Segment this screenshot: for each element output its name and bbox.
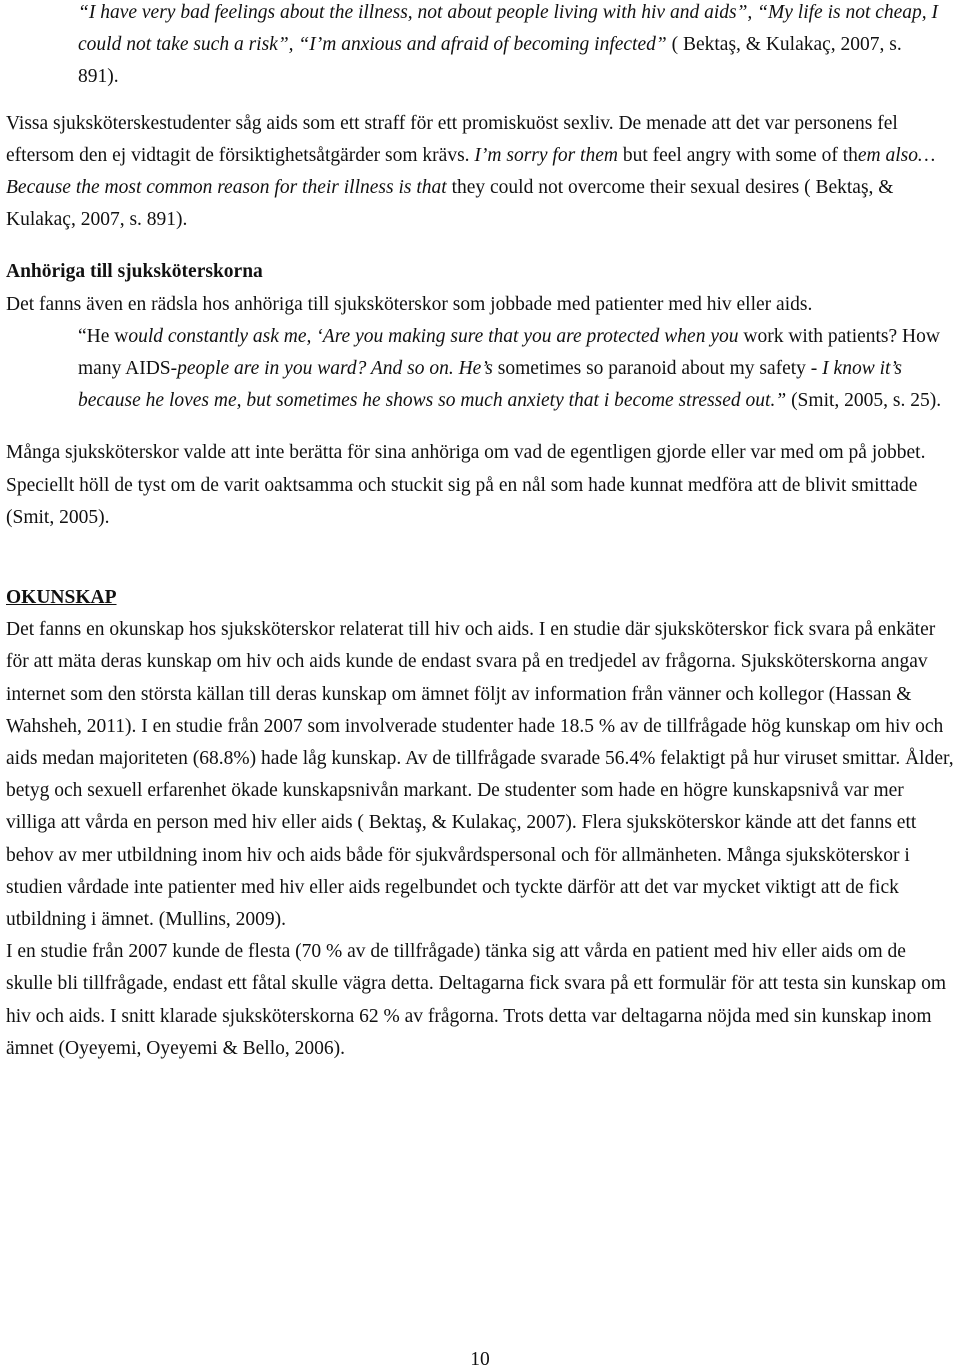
quote-text-upright: “He w	[78, 325, 129, 347]
paragraph-text: Vissa sjuksköterskestudenter såg aids som ett straff för ett promiskuöst sexliv. De menade att det var personens fel eftersom den ej vidtagit de försiktighetsåtgärder som krävs.	[6, 112, 898, 166]
quote-citation: they could not overcome their sexual desires ( Bektaş, & Kulakaç, 2007, s. 891).	[6, 177, 894, 231]
page-number: 10	[470, 1349, 490, 1370]
quote-block	[6, 0, 956, 94]
quote-citation: ( Bektaş, & Kulakaç, 2007, s. 891).	[78, 34, 902, 88]
quote-block	[6, 321, 956, 418]
quote-text: ould constantly ask me, ‘Are you making sure that you are protected when you	[128, 325, 739, 347]
quote-text-upright: but feel angry with some of th	[617, 144, 858, 166]
quote-text-upright: sometimes so paranoid about my safety -	[492, 358, 823, 380]
body-paragraph: Det fanns även en rädsla hos anhöriga till sjuksköterskor som jobbade med patienter med hiv eller aids.	[6, 293, 813, 315]
body-paragraph	[6, 108, 956, 237]
quote-text: em also… Because the most common reason for their illness is that	[6, 144, 936, 199]
body-paragraph: Många sjuksköterskor valde att inte berätta för sina anhöriga om vad de egentligen gjorde eller var med om på jobbet. Speciellt höll de tyst om de varit oaktsamma och stuckit sig på en nål som hade kunnat medföra att de blivit smittade (Smit, 2005).	[6, 442, 926, 528]
quote-text: “I have very bad feelings about the illness, not about people living with hiv and aids”, “My life is not cheap, I could not take such a risk”, “I’m anxious and afraid of becoming infected”	[78, 2, 939, 56]
quote-text: people are in you ward? And so on. He’s	[177, 358, 493, 380]
quote-text: I know it’s because he loves me, but sometimes he shows so much anxiety that i become stressed out.”	[78, 358, 902, 412]
body-paragraph: I en studie från 2007 kunde de flesta (70 % av de tillfrågade) tänka sig att vårda en patient med hiv eller aids om de skulle bli tillfrågade, endast ett fåtal skulle vägra detta. Deltagarna fick svara på ett formulär för att testa sin kunskap om hiv och aids. I snitt klarade sjuksköterskorna 62 % av frågorna. Trots detta var deltagarna nöjda med sin kunskap inom ämnet (Oyeyemi, Oyeyemi & Bello, 2006).	[6, 941, 946, 1059]
quote-text-upright: work with patients? How many AIDS-	[78, 325, 940, 380]
body-paragraph: Det fanns en okunskap hos sjuksköterskor relaterat till hiv och aids. I en studie där sjuksköterskor fick svara på enkäter för att mäta deras kunskap om hiv och aids kunde de endast svara på en tredjedel av frågorna. Sjuksköterskorna angav internet som den största källan till deras kunskap om ämnet följt av information från vänner och kollegor (Hassan & Wahsheh, 2011). I en studie från 2007 som involverade studenter hade 18.5 % av de tillfrågade hög kunskap om hiv och aids medan majoriteten (68.8%) hade låg kunskap. Av de tillfrågade svarade 56.4% felaktigt på hur viruset smittar. Ålder, betyg och sexuell erfarenhet ökade kunskapsnivån markant. De studenter som hade en högre kunskapsnivå var mer villiga att vårda en person med hiv eller aids ( Bektaş, & Kulakaç, 2007). Flera sjuksköterskor kände att det fanns ett behov av mer utbildning inom hiv och aids både för sjukvårdspersonal och för allmänheten. Många sjuksköterskor i studien vårdade inte patienter med hiv eller aids regelbundet och tyckte därför att det var mycket viktigt att de fick utbildning i ämnet. (Mullins, 2009).	[6, 619, 954, 931]
section-heading: Anhöriga till sjuksköterskorna	[6, 261, 263, 283]
section-heading: OKUNSKAP	[6, 587, 117, 609]
document-page	[6, 0, 956, 1065]
quote-text: I’m sorry for them	[474, 144, 618, 166]
quote-citation: (Smit, 2005, s. 25).	[786, 390, 942, 412]
